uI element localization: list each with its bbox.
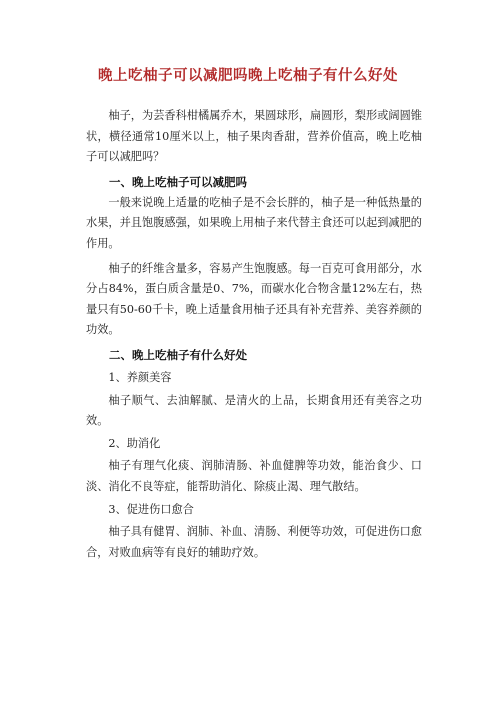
benefit-item-text: 柚子具有健胃、润肺、补血、清肠、利便等功效，可促进伤口愈合，对败血病等有良好的辅助疗效。 [86, 525, 422, 559]
benefit-item-label: 2、助消化 [108, 436, 161, 450]
page-title: 晚上吃柚子可以减肥吗晚上吃柚子有什么好处 [98, 67, 398, 84]
benefit-item-label: 3、促进伤口愈合 [108, 502, 194, 516]
intro-paragraph: 柚子，为芸香科柑橘属乔木，果圆球形，扁圆形，梨形或阔圆锥状，横径通常10厘米以上，柚子果肉香甜，营养价值高，晚上吃柚子可以减肥吗？ [86, 109, 422, 164]
section1-paragraph-2: 柚子的纤维含量多，容易产生饱腹感。每一百克可食用部分，水分占84%，蛋白质含量是0、7%，而碳水化合物含量12%左右，热量只有50-60千卡，晚上适量食用柚子还具有补充营养、美容养颜的功效。 [86, 261, 422, 337]
benefit-item-label: 1、养颜美容 [108, 370, 172, 384]
benefit-item-text: 柚子有理气化痰、润肺清肠、补血健脾等功效，能治食少、口淡、消化不良等症，能帮助消化、除痰止渴、理气散结。 [86, 459, 422, 493]
section-heading-2: 二、晚上吃柚子有什么好处 [109, 347, 247, 362]
section1-paragraph-1: 一般来说晚上适量的吃柚子是不会长胖的，柚子是一种低热量的水果，并且饱腹感强，如果晚上用柚子来代替主食还可以起到减肥的作用。 [86, 195, 422, 250]
article-body [86, 106, 422, 563]
section-heading-1: 一、晚上吃柚子可以减肥吗 [109, 174, 247, 189]
benefit-item-text: 柚子顺气、去油解腻、是清火的上品，长期食用还有美容之功效。 [86, 393, 422, 428]
